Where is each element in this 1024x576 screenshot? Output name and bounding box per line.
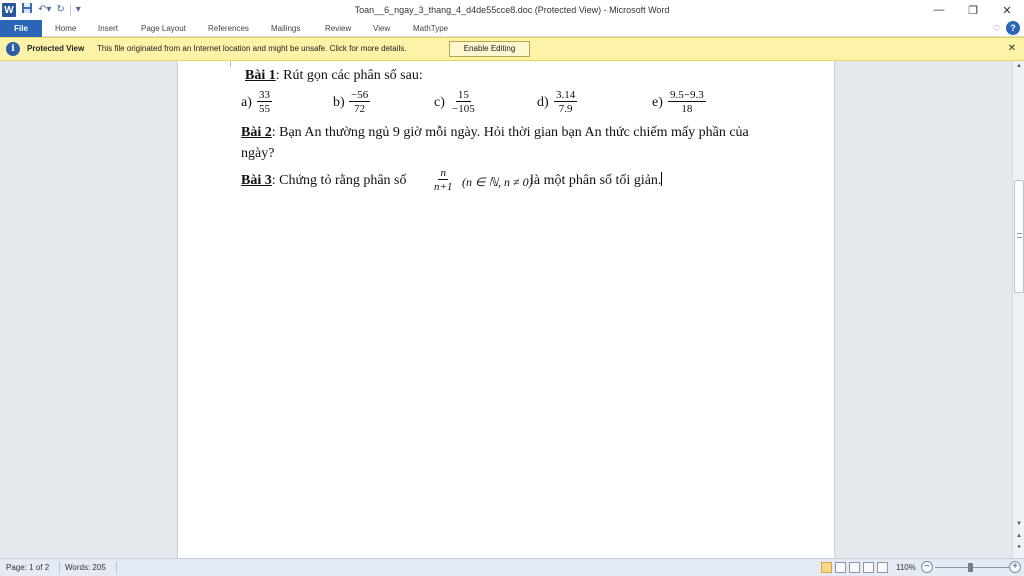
web-layout-view-icon[interactable] — [849, 562, 860, 573]
scrollbar-thumb[interactable] — [1014, 180, 1024, 293]
ribbon-tab-row — [0, 20, 1024, 37]
frac-a-den: 55 — [259, 103, 270, 115]
bai2-line-2: ngày? — [241, 146, 275, 161]
scroll-grip-icon — [1017, 233, 1022, 238]
bai3-text: : Chứng tỏ rằng phân số — [271, 173, 407, 188]
text-cursor — [661, 172, 662, 186]
vertical-scrollbar[interactable] — [1012, 61, 1024, 558]
window-controls — [922, 0, 1024, 20]
bai3-fraction — [432, 167, 454, 193]
zoom-in-button[interactable]: + — [1009, 561, 1021, 573]
scroll-down-icon[interactable]: ▼ — [1016, 521, 1022, 527]
title-bar — [0, 0, 1024, 20]
frac-c-label: c) — [434, 95, 445, 110]
zoom-out-button[interactable]: − — [921, 561, 933, 573]
frac-b-num: −56 — [351, 89, 369, 101]
tab-insert[interactable]: Insert — [98, 24, 119, 33]
minimize-ribbon-icon[interactable]: ♡ — [992, 23, 1000, 33]
close-message-bar-icon[interactable]: ✕ — [1007, 43, 1016, 54]
bai3-condition: (n ∈ ℕ, n ≠ 0) — [462, 175, 533, 189]
frac-b-label: b) — [333, 95, 345, 110]
frac-e — [668, 89, 706, 115]
zoom-slider-thumb[interactable] — [968, 563, 973, 572]
bai1-text: : Rút gọn các phân số sau: — [275, 68, 423, 83]
bai3-heading: Bài 3 — [241, 173, 272, 188]
frac-c — [450, 89, 477, 115]
bai3-frac-num: n — [440, 167, 446, 179]
status-bar — [0, 558, 1024, 576]
status-separator — [116, 562, 117, 573]
frac-c-num: 15 — [457, 89, 469, 101]
tab-mailings[interactable]: Mailings — [271, 24, 301, 33]
frac-a-label: a) — [241, 95, 252, 110]
tab-review[interactable]: Review — [325, 24, 352, 33]
frac-d-num: 3.14 — [556, 89, 576, 101]
word-count[interactable]: Words: 205 — [65, 563, 106, 572]
customize-qat-icon[interactable]: ▾ — [75, 4, 81, 15]
close-button[interactable]: ✕ — [1002, 4, 1012, 17]
margin-corner-mark — [230, 61, 231, 67]
frac-d-den: 7.9 — [558, 103, 573, 115]
document-area[interactable] — [0, 61, 1012, 558]
help-icon[interactable]: ? — [1006, 21, 1020, 35]
bai3-frac-den: n+1 — [434, 181, 453, 193]
protected-view-bar — [0, 37, 1024, 61]
print-layout-view-icon[interactable] — [821, 562, 832, 573]
frac-c-den: −105 — [452, 103, 475, 115]
restore-button[interactable]: ❐ — [968, 4, 978, 17]
select-browse-object-icon[interactable]: ● — [1017, 544, 1021, 550]
frac-b-den: 72 — [354, 103, 366, 115]
tab-view[interactable]: View — [373, 24, 391, 33]
window-title: Toan__6_ngay_3_thang_4_d4de55cce8.doc (Protected View) - Microsoft Word — [354, 5, 670, 15]
frac-e-label: e) — [652, 95, 663, 110]
frac-e-num: 9.5−9.3 — [670, 89, 704, 101]
bai2-text: : Bạn An thường ngủ 9 giờ mỗi ngày. Hỏi thời gian bạn An thức chiếm mấy phần của — [271, 125, 749, 140]
frac-a — [257, 89, 272, 115]
page-count[interactable]: Page: 1 of 2 — [6, 563, 50, 572]
outline-view-icon[interactable] — [863, 562, 874, 573]
bai2-heading: Bài 2 — [241, 125, 272, 140]
bai1-line — [245, 67, 423, 85]
bai1-heading: Bài 1 — [245, 68, 276, 83]
zoom-level[interactable]: 110% — [896, 563, 916, 572]
frac-d — [554, 89, 577, 115]
minimize-button[interactable]: — — [933, 4, 945, 16]
frac-e-den: 18 — [681, 103, 693, 115]
scroll-up-icon[interactable]: ▲ — [1016, 63, 1022, 69]
redo-icon[interactable]: ↻ — [56, 4, 65, 15]
document-page[interactable] — [178, 61, 834, 558]
ribbon-right-controls — [993, 21, 1020, 35]
frac-d-label: d) — [537, 95, 549, 110]
tab-mathtype[interactable]: MathType — [413, 24, 449, 33]
tab-page-layout[interactable]: Page Layout — [141, 24, 186, 33]
info-shield-icon: i — [6, 42, 20, 56]
tab-file[interactable]: File — [0, 20, 42, 37]
frac-b — [349, 89, 370, 115]
previous-page-icon[interactable]: ▲ — [1016, 533, 1022, 539]
bai3-line — [241, 172, 406, 190]
draft-view-icon[interactable] — [877, 562, 888, 573]
frac-a-num: 33 — [259, 89, 270, 101]
tab-home[interactable]: Home — [55, 24, 77, 33]
undo-icon[interactable]: ↶▾ — [38, 4, 52, 15]
protected-view-title: Protected View — [27, 44, 85, 53]
word-app-icon[interactable]: W — [2, 3, 16, 17]
full-screen-reading-view-icon[interactable] — [835, 562, 846, 573]
status-separator — [59, 562, 60, 573]
protected-view-message[interactable]: This file originated from an Internet location and might be unsafe. Click for more details. — [97, 44, 407, 53]
bai2-line-1 — [241, 124, 749, 142]
enable-editing-button[interactable]: Enable Editing — [449, 41, 530, 57]
tab-references[interactable]: References — [208, 24, 249, 33]
bai3-conclusion: là một phân số tối giản. — [530, 173, 662, 188]
